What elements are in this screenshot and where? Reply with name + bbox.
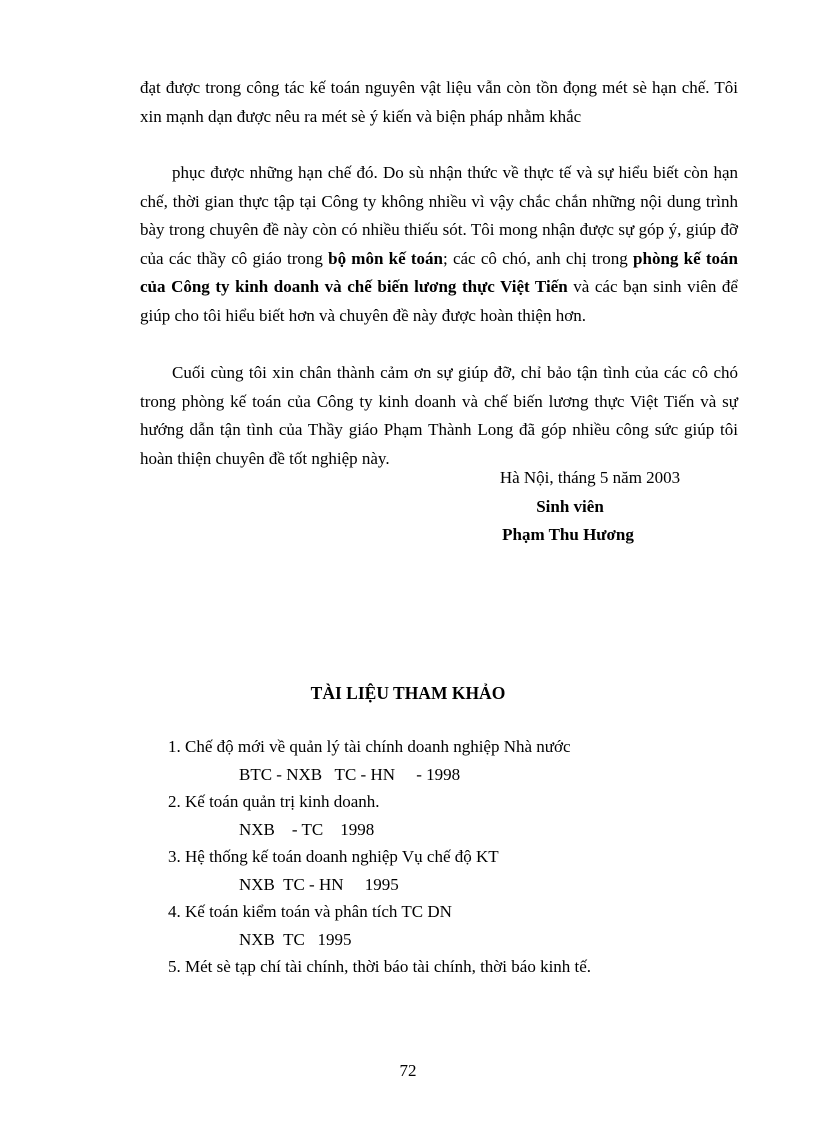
conclusion-paragraph-3: Cuối cùng tôi xin chân thành cảm ơn sự giúp đỡ, chỉ bảo tận tình của các cô chó trong phòng kế toán của Công ty kinh doanh và chế biến lương thực Việt Tiến và sự hướng dẫn tận tình của Thầy giáo Phạm Thành Long đã góp nhiều công sức giúp tôi hoàn thiện chuyên đề tốt nghiệp này. [140,363,738,468]
page-number: 72 [399,1061,417,1080]
reference-title: 2. Kế toán quản trị kinh doanh. [168,792,380,811]
reference-item [168,788,748,843]
reference-title: 1. Chế độ mới về quản lý tài chính doanh nghiệp Nhà nước [168,737,571,756]
references-title: TÀI LIỆU THAM KHẢO [310,683,506,703]
reference-publisher: BTC - NXB TC - HN - 1998 [239,765,461,784]
reference-title: 5. Mét sè tạp chí tài chính, thời báo tài chính, thời báo kinh tế. [168,957,592,976]
reference-publisher: NXB TC 1995 [239,930,352,949]
reference-title: 3. Hệ thống kế toán doanh nghiệp Vụ chế độ KT [168,847,499,866]
conclusion-paragraph-2 [140,159,738,330]
bold-text-company: phòng kế toán của Công ty kinh doanh và chế biến lương thực Việt Tiến [140,248,738,296]
paragraph-text: ; các cô chó, anh chị trong [443,248,634,268]
paragraph-text: phục được những hạn chế đó. Do sù nhận thức về thực tế và sự hiểu biết còn hạn chế, thời gian thực tập tại Công ty không nhiều vì vậy chắc chắn những nội dung trình bày trong chuyên đề này còn có nhiều thiếu sót. Tôi mong nhận được sự góp ý, giúp đỡ của các thầy cô giáo trong [140,163,738,268]
conclusion-paragraph-1: đạt được trong công tác kế toán nguyên vật liệu vẫn còn tồn đọng mét sè hạn chế. Tôi xin mạnh dạn được nêu ra mét sè ý kiến và biện pháp nhằm khắc [140,78,738,126]
reference-title: 4. Kế toán kiểm toán và phân tích TC DN [168,902,452,921]
reference-item [168,898,748,953]
references-list [168,733,748,981]
reference-item [168,843,748,898]
reference-item [168,733,748,788]
signature-date: Hà Nội, tháng 5 năm 2003 [499,468,681,487]
signature-role: Sinh viên [536,497,604,516]
bold-text-department: bộ môn kế toán [328,248,443,268]
signature-name: Phạm Thu Hương [502,525,634,544]
reference-publisher: NXB TC - HN 1995 [239,875,399,894]
reference-publisher: NXB - TC 1998 [239,820,375,839]
paragraph-text: và các bạn sinh viên để giúp cho tôi hiểu biết hơn và chuyên đề này được hoàn thiện hơn. [140,277,738,325]
reference-item [168,953,748,981]
